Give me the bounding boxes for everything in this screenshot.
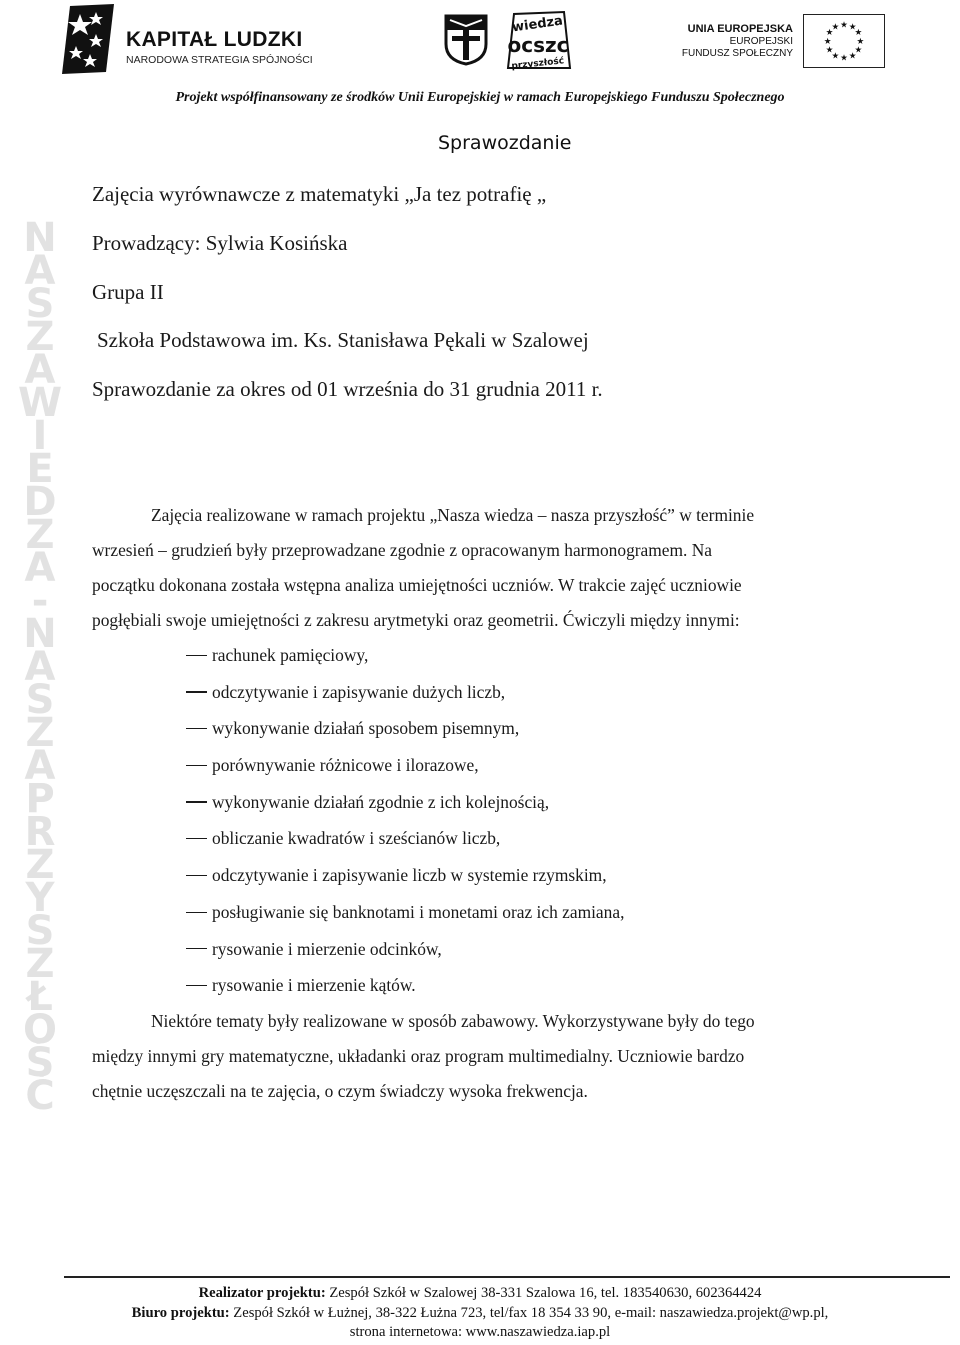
side-letter: P — [25, 776, 55, 822]
svg-text:★: ★ — [825, 45, 834, 56]
instructor: Prowadzący: Sylwia Kosińska — [92, 231, 348, 255]
dash-bullet — [186, 838, 207, 839]
svg-text:ocszc: ocszc — [507, 33, 569, 57]
side-letter: Y — [25, 875, 55, 921]
dash-bullet — [186, 875, 207, 876]
svg-text:★: ★ — [840, 53, 848, 64]
document-title: Sprawozdanie — [438, 132, 572, 154]
list-item-text: wykonywanie działań sposobem pisemnym, — [212, 718, 520, 739]
side-letter: N — [23, 611, 57, 657]
side-letter: A — [24, 545, 56, 591]
side-letter: A — [24, 644, 56, 690]
cofinancing-note: Projekt współfinansowany ze środków Unii Europejskiej w ramach Europejskiego Funduszu Społecznego — [175, 90, 785, 105]
list-item — [186, 747, 624, 784]
list-item-text: porównywanie różnicowe i ilorazowe, — [212, 755, 479, 776]
list-item-text: posługiwanie się banknotami i monetami oraz ich zamiana, — [212, 901, 625, 922]
closing-paragraph — [92, 1004, 872, 1109]
svg-text:★: ★ — [848, 22, 857, 33]
paragraph-line: między innymi gry matematyczne, układanki oraz program multimedialny. Uczniowie bardzo — [92, 1046, 745, 1066]
school-name: Szkoła Podstawowa im. Ks. Stanisława Pękali w Szalowej — [97, 328, 589, 352]
side-letter: W — [17, 380, 63, 426]
list-item — [186, 637, 624, 674]
side-letter: S — [25, 281, 55, 327]
side-letter: Z — [25, 941, 55, 987]
eu-line-2: EUROPEJSKI — [729, 36, 793, 47]
list-item-text: rysowanie i mierzenie odcinków, — [212, 938, 442, 959]
side-letter: R — [24, 809, 56, 855]
list-item-text: rysowanie i mierzenie kątów. — [212, 975, 416, 996]
side-letter: N — [23, 215, 57, 261]
side-letter: S — [25, 908, 55, 954]
svg-text:★: ★ — [854, 45, 863, 56]
list-item-text: wykonywanie działań zgodnie z ich kolejnością, — [212, 791, 550, 812]
side-letter: Z — [25, 710, 55, 756]
kapital-ludzki-logo — [62, 4, 312, 74]
dash-bullet — [186, 691, 207, 692]
side-letter: Z — [25, 314, 55, 360]
eu-line-3: FUNDUSZ SPOŁECZNY — [681, 48, 793, 59]
side-letter: A — [24, 347, 56, 393]
page-footer — [0, 1284, 960, 1343]
svg-text:★: ★ — [840, 20, 848, 31]
side-letter: D — [23, 479, 57, 525]
paragraph-line: pogłębiali swoje umiejętności z zakresu arytmetyki oraz geometrii. Ćwiczyli między innymi: — [92, 610, 740, 630]
svg-text:★: ★ — [854, 28, 863, 39]
dash-bullet — [186, 801, 207, 802]
realizator-text: Zespół Szkół w Szalowej 38-331 Szalowa 16, tel. 183540630, 602364424 — [325, 1285, 762, 1301]
list-item — [186, 894, 624, 931]
footer-divider — [64, 1276, 950, 1278]
biuro-label: Biuro projektu: — [131, 1304, 230, 1321]
side-letter: Ś — [25, 1040, 55, 1086]
list-item-text: odczytywanie i zapisywanie liczb w systemie rzymskim, — [212, 865, 607, 886]
paragraph-line: chętnie uczęszczali na te zajęcia, o czym świadczy wysoka frekwencja. — [92, 1081, 588, 1101]
footer-website: strona internetowa: www.naszawiedza.iap.pl — [349, 1324, 611, 1340]
list-item-text: rachunek pamięciowy, — [212, 645, 369, 665]
dash-bullet — [186, 728, 207, 729]
list-item — [186, 820, 624, 857]
list-item — [186, 967, 624, 1004]
list-item — [186, 931, 624, 968]
footer-biuro — [0, 1304, 960, 1324]
nasza-wiedza-logo-icon — [502, 10, 574, 72]
svg-text:wiedza: wiedza — [511, 13, 564, 36]
svg-text:★: ★ — [831, 51, 840, 62]
task-list — [186, 637, 624, 1004]
svg-text:★: ★ — [823, 36, 832, 47]
list-item — [186, 710, 624, 747]
course-name: Zajęcia wyrównawcze z matematyki „Ja tez potrafię „ — [92, 182, 547, 206]
partner-logos — [442, 10, 582, 70]
paragraph-line: Niektóre tematy były realizowane w sposób zabawowy. Wykorzystywane były do tego — [151, 1011, 755, 1031]
side-letter: E — [26, 446, 54, 492]
side-letter: Ł — [27, 974, 53, 1020]
list-item-text: odczytywanie i zapisywanie dużych liczb, — [212, 681, 506, 702]
side-letter: A — [24, 248, 56, 294]
footer-realizator — [0, 1284, 960, 1304]
dash-bullet — [186, 765, 207, 766]
svg-text:przyszłość: przyszłość — [511, 56, 565, 72]
dash-bullet — [186, 985, 207, 986]
list-item — [186, 857, 624, 894]
eu-logo — [680, 14, 885, 70]
svg-text:★: ★ — [856, 36, 865, 47]
side-letter: O — [22, 1007, 57, 1053]
list-item-text: obliczanie kwadratów i sześcianów liczb, — [212, 828, 501, 849]
intro-paragraph — [92, 498, 872, 638]
paragraph-line: Zajęcia realizowane w ramach projektu „Nasza wiedza – nasza przyszłość” w terminie — [151, 505, 755, 525]
paragraph-line: wrzesień – grudzień były przeprowadzane zgodnie z opracowanym harmonogramem. Na — [92, 540, 713, 560]
eu-line-1: UNIA EUROPEJSKA — [687, 23, 793, 35]
side-letter: A — [24, 743, 56, 789]
side-letter: Z — [25, 512, 55, 558]
realizator-label: Realizator projektu: — [198, 1285, 326, 1301]
kapital-ludzki-title: KAPITAŁ LUDZKI — [126, 28, 303, 51]
biuro-text: Zespół Szkół w Łużnej, 38-322 Łużna 723, tel/fax 18 354 33 90, e-mail: naszawiedza.projekt@wp.pl, — [229, 1304, 829, 1321]
side-letter: Ć — [25, 1073, 55, 1119]
dash-bullet — [186, 912, 207, 913]
kapital-ludzki-subtitle: NARODOWA STRATEGIA SPÓJNOŚCI — [126, 54, 313, 66]
group: Grupa II — [92, 280, 164, 304]
side-letter: I — [32, 413, 48, 459]
kapital-ludzki-mark-icon — [62, 4, 114, 74]
svg-text:★: ★ — [848, 51, 857, 62]
shield-logo-icon — [442, 14, 490, 66]
dash-bullet — [186, 948, 207, 949]
side-letter: - — [31, 578, 49, 624]
side-decorative-text — [16, 215, 64, 1119]
eu-logo-text — [682, 22, 793, 60]
svg-text:★: ★ — [831, 22, 840, 33]
side-letter: Z — [25, 842, 55, 888]
report-period: Sprawozdanie za okres od 01 września do 31 grudnia 2011 r. — [92, 377, 603, 401]
eu-flag-icon — [803, 14, 885, 68]
svg-text:★: ★ — [825, 28, 834, 39]
list-item — [186, 674, 624, 711]
paragraph-line: początku dokonana została wstępna analiza umiejętności uczniów. W trakcie zajęć uczniowie — [92, 575, 742, 595]
page-header — [0, 0, 960, 110]
dash-bullet — [186, 655, 207, 656]
side-letter: S — [25, 677, 55, 723]
list-item — [186, 784, 624, 821]
